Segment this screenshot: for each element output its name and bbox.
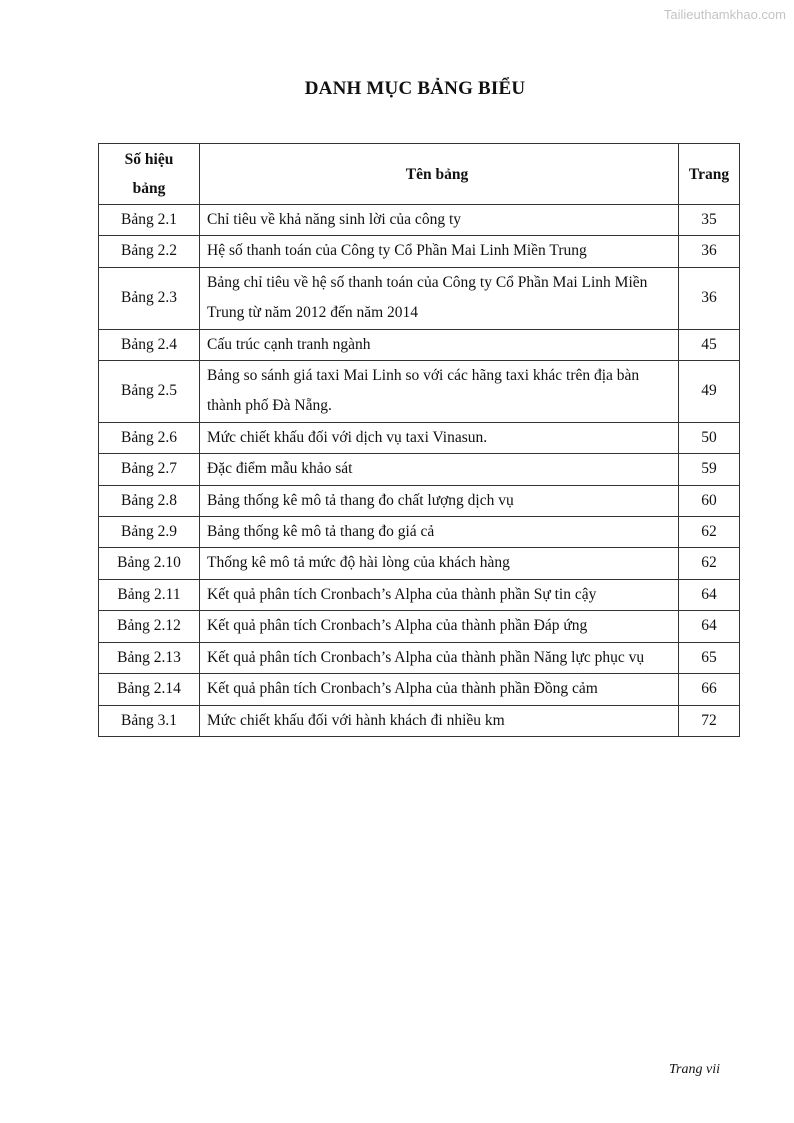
table-row [99,548,740,579]
page-title: DANH MỤC BẢNG BIỂU [304,78,526,99]
row-page: 64 [679,579,740,610]
header-number [99,144,200,205]
table-row [99,422,740,453]
row-number: Bảng 2.14 [99,674,200,705]
row-name: Chỉ tiêu về khả năng sinh lời của công ty [200,205,679,236]
row-name: Thống kê mô tả mức độ hài lòng của khách hàng [200,548,679,579]
table-row [99,674,740,705]
row-name: Kết quả phân tích Cronbach’s Alpha của thành phần Đáp ứng [200,611,679,642]
row-number: Bảng 2.9 [99,517,200,548]
row-page: 65 [679,642,740,673]
table-row [99,579,740,610]
row-number: Bảng 2.13 [99,642,200,673]
row-page: 36 [679,236,740,267]
table-row [99,454,740,485]
row-name: Mức chiết khấu đối với dịch vụ taxi Vinasun. [200,422,679,453]
table-row [99,705,740,736]
row-number: Bảng 2.5 [99,361,200,423]
row-number: Bảng 2.10 [99,548,200,579]
row-page: 62 [679,548,740,579]
row-name: Bảng chỉ tiêu về hệ số thanh toán của Công ty Cổ Phần Mai Linh Miền Trung từ năm 2012 đến năm 2014 [200,267,679,329]
row-name: Hệ số thanh toán của Công ty Cổ Phần Mai Linh Miền Trung [200,236,679,267]
table-row [99,361,740,423]
row-page: 66 [679,674,740,705]
row-number: Bảng 2.1 [99,205,200,236]
row-name: Đặc điểm mẫu khảo sát [200,454,679,485]
row-number: Bảng 2.4 [99,329,200,360]
row-name: Bảng thống kê mô tả thang đo giá cả [200,517,679,548]
row-name: Kết quả phân tích Cronbach’s Alpha của thành phần Sự tin cậy [200,579,679,610]
header-name: Tên bảng [200,144,679,205]
row-page: 64 [679,611,740,642]
row-page: 60 [679,485,740,516]
row-number: Bảng 2.2 [99,236,200,267]
row-number: Bảng 2.8 [99,485,200,516]
row-number: Bảng 2.12 [99,611,200,642]
row-page: 45 [679,329,740,360]
row-page: 72 [679,705,740,736]
header-number-line2: bảng [132,180,166,197]
watermark: Tailieuthamkhao.com [663,7,786,22]
row-number: Bảng 3.1 [99,705,200,736]
table-row [99,517,740,548]
table-row [99,236,740,267]
table-header-row [99,144,740,205]
row-name: Mức chiết khấu đối với hành khách đi nhiều km [200,705,679,736]
header-number-line1: Số hiệu [124,151,174,168]
table-row [99,485,740,516]
row-page: 36 [679,267,740,329]
row-page: 50 [679,422,740,453]
table-row [99,611,740,642]
row-page: 59 [679,454,740,485]
row-name: Bảng thống kê mô tả thang đo chất lượng dịch vụ [200,485,679,516]
row-page: 49 [679,361,740,423]
row-number: Bảng 2.11 [99,579,200,610]
row-number: Bảng 2.6 [99,422,200,453]
table-row [99,329,740,360]
row-number: Bảng 2.3 [99,267,200,329]
table-body [99,205,740,737]
page-number: Trang vii [669,1062,720,1077]
row-name: Cấu trúc cạnh tranh ngành [200,329,679,360]
row-page: 35 [679,205,740,236]
table-list [98,143,740,737]
table-row [99,267,740,329]
row-number: Bảng 2.7 [99,454,200,485]
row-page: 62 [679,517,740,548]
row-name: Kết quả phân tích Cronbach’s Alpha của thành phần Đồng cảm [200,674,679,705]
row-name: Kết quả phân tích Cronbach’s Alpha của thành phần Năng lực phục vụ [200,642,679,673]
row-name: Bảng so sánh giá taxi Mai Linh so với các hãng taxi khác trên địa bàn thành phố Đà Nẵng. [200,361,679,423]
header-page: Trang [679,144,740,205]
table-row [99,642,740,673]
table-row [99,205,740,236]
